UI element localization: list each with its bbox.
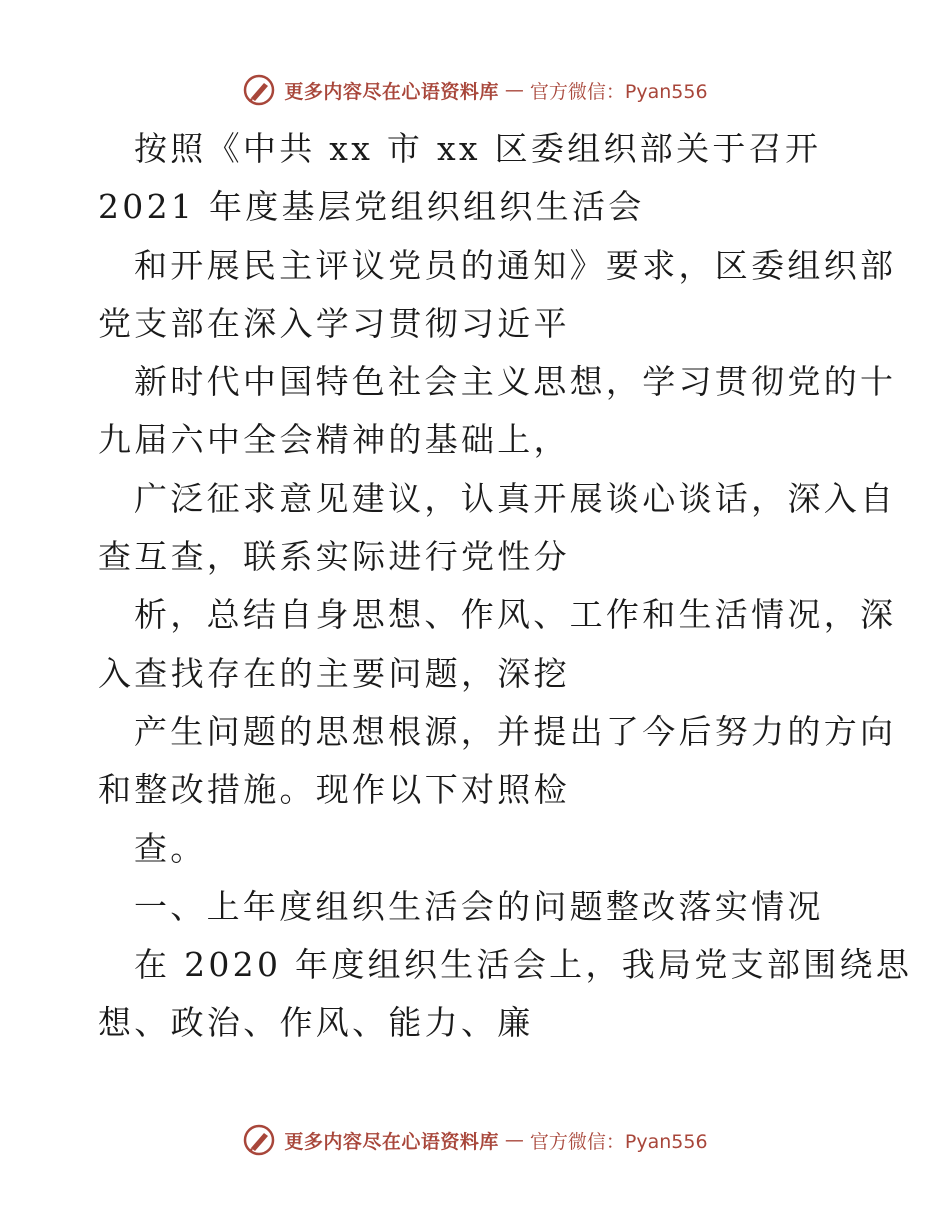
footer-watermark	[0, 1120, 950, 1160]
header-watermark	[0, 70, 950, 110]
text-line: 党支部在深入学习贯彻习近平	[98, 303, 570, 343]
watermark-account: 官方微信：Pyan556	[529, 1130, 708, 1153]
document-body	[98, 120, 913, 1053]
watermark-account: 官方微信：Pyan556	[529, 80, 708, 103]
text-line: 析，总结自身思想、作风、工作和生活情况，深	[134, 595, 897, 635]
text-line: 想、政治、作风、能力、廉	[98, 1003, 534, 1043]
pen-logo-icon	[242, 1123, 276, 1157]
text-line: 一、上年度组织生活会的问题整改落实情况	[134, 886, 824, 926]
text-line: 按照《中共 xx 市 xx 区委组织部关于召开	[134, 129, 822, 168]
pen-logo-icon	[242, 73, 276, 107]
text-line: 和开展民主评议党员的通知》要求，区委组织部	[134, 245, 897, 285]
text-line: 2021 年度基层党组织组织生活会	[98, 187, 645, 227]
watermark-dash: —	[504, 1129, 524, 1151]
text-line: 新时代中国特色社会主义思想，学习贯彻党的十	[134, 362, 897, 402]
text-line: 九届六中全会精神的基础上，	[98, 420, 570, 460]
text-line: 和整改措施。现作以下对照检	[98, 770, 570, 810]
text-line: 入查找存在的主要问题，深挖	[98, 653, 570, 693]
text-line: 广泛征求意见建议，认真开展谈心谈话，深入自	[134, 478, 897, 518]
watermark-text: 更多内容尽在心语资料库	[284, 1130, 499, 1153]
text-line: 产生问题的思想根源，并提出了今后努力的方向	[134, 711, 897, 751]
text-line: 查互查，联系实际进行党性分	[98, 537, 570, 577]
watermark-dash: —	[504, 79, 524, 101]
text-line: 在 2020 年度组织生活会上，我局党支部围绕思	[134, 945, 913, 985]
watermark-text: 更多内容尽在心语资料库	[284, 80, 499, 103]
text-line: 查。	[134, 828, 207, 868]
